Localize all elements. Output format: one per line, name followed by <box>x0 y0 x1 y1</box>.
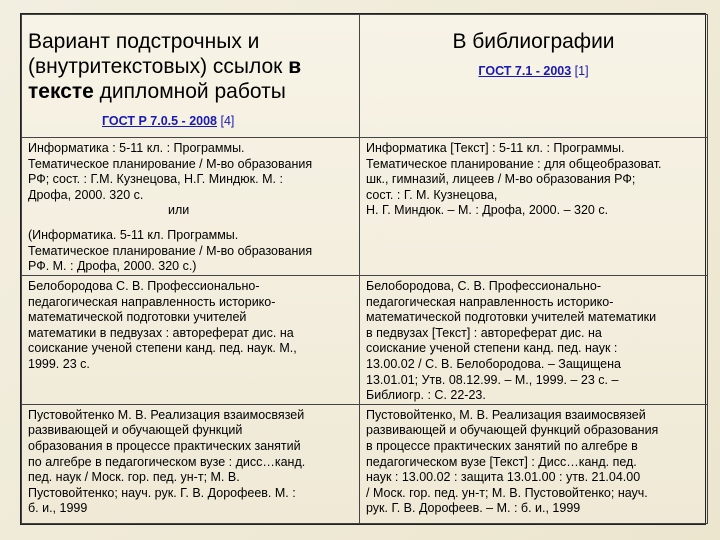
text-line: Дрофа, 2000. 320 с. <box>28 187 144 202</box>
table-row <box>22 404 708 523</box>
text-line: соискание ученой степени канд. пед. наук. М., <box>28 341 297 356</box>
text-line: математической подготовки учителей <box>28 310 247 325</box>
text-line: (Информатика. 5-11 кл. Программы. <box>28 227 239 242</box>
text-line: Информатика : 5-11 кл. : Программы. <box>28 141 245 155</box>
text-line: в педвузах [Текст] : автореферат дис. на <box>366 325 602 340</box>
text-line: педагогическая направленность историко- <box>366 294 614 309</box>
row2-left-cell <box>22 276 360 405</box>
text-line: по алгебре в педагогическом вузе : дисс…канд. <box>28 454 306 469</box>
row1-left-cell <box>22 138 360 276</box>
or-separator: или <box>168 203 190 218</box>
text-line: 1999. 23 с. <box>28 356 90 371</box>
text-line: Пустовойтенко, М. В. Реализация взаимосвязей <box>366 407 646 422</box>
comparison-table-frame <box>20 13 706 525</box>
table-row <box>22 276 708 405</box>
row2-right-cell <box>360 276 708 405</box>
gost-bib-reference <box>366 62 701 80</box>
text-line: сост. : Г. М. Кузнецова, <box>366 187 498 202</box>
text-line: Белобородова С. В. Профессионально- <box>28 279 260 293</box>
gost-r-reference <box>102 112 353 130</box>
text-line: б. и., 1999 <box>28 501 88 516</box>
header-left-line3b: дипломной работы <box>93 80 286 103</box>
header-row <box>22 15 708 138</box>
text-line: развивающей и обучающей функций <box>28 423 243 438</box>
table-row <box>22 138 708 276</box>
text-line: Тематическое планирование / М-во образования <box>28 156 313 171</box>
text-line: / Моск. гор. пед. ун-т; М. В. Пустовойтенко; науч. <box>366 485 648 500</box>
text-line: образования в процессе практических занятий <box>28 438 301 453</box>
row3-right-cell <box>360 404 708 523</box>
text-line: соискание ученой степени канд. пед. наук : <box>366 341 618 356</box>
text-line: Библиогр. : С. 22-23. <box>366 388 486 403</box>
gost-r-link[interactable]: ГОСТ Р 7.0.5 - 2008 <box>102 114 217 128</box>
header-left-line3 <box>28 79 353 104</box>
row1-right-cell <box>360 138 708 276</box>
header-right-cell <box>360 15 708 138</box>
text-line: Пустовойтенко М. В. Реализация взаимосвязей <box>28 407 305 422</box>
text-line: развивающей и обучающей функций образования <box>366 423 659 438</box>
text-line: педагогическая направленность историко- <box>28 294 276 309</box>
text-line: пед. наук / Моск. гор. пед. ун-т; М. В. <box>28 470 240 485</box>
text-line: Информатика [Текст] : 5-11 кл. : Программы. <box>366 141 625 155</box>
header-left-line2b: в <box>288 55 302 78</box>
header-left-line2 <box>28 54 353 79</box>
header-left-title <box>28 15 353 104</box>
text-line: 13.00.02 / С. В. Белобородова. – Защищена <box>366 356 621 371</box>
text-line: Тематическое планирование : для общеобразоват. <box>366 156 662 171</box>
text-line: Н. Г. Миндюк. – М. : Дрофа, 2000. – 320 с. <box>366 203 609 218</box>
header-left-line1: Вариант подстрочных и <box>28 30 260 53</box>
header-left-cell <box>22 15 360 138</box>
text-line: РФ. М. : Дрофа, 2000. 320 с.) <box>28 259 197 274</box>
text-line: наук : 13.00.02 : защита 13.01.00 : утв. 21.04.00 <box>366 470 641 485</box>
gost-r-ref-number: [4] <box>217 114 235 128</box>
text-line: рук. Г. В. Дорофеев. – М. : б. и., 1999 <box>366 501 581 516</box>
gost-bib-link[interactable]: ГОСТ 7.1 - 2003 <box>478 64 572 78</box>
header-left-line3a: тексте <box>28 80 94 103</box>
text-line: 13.01.01; Утв. 08.12.99. – М., 1999. – 23 с. – <box>366 372 619 387</box>
text-line: Белобородова, С. В. Профессионально- <box>366 279 602 293</box>
text-line: Пустовойтенко; науч. рук. Г. В. Дорофеев. М. : <box>28 485 296 500</box>
text-line: педагогическом вузе [Текст] : Дисс…канд. пед. <box>366 454 637 469</box>
text-line: в процессе практических занятий по алгебре в <box>366 438 638 453</box>
spacer <box>28 219 353 228</box>
text-line: математики в педвузах : автореферат дис. на <box>28 325 294 340</box>
text-line: шк., гимназий, лицеев / М-во образования РФ; <box>366 172 636 187</box>
header-left-line2a: (внутритекстовых) ссылок <box>28 55 289 78</box>
row3-left-cell <box>22 404 360 523</box>
comparison-table <box>21 14 708 524</box>
text-line: РФ; сост. : Г.М. Кузнецова, Н.Г. Миндюк. М. : <box>28 172 283 187</box>
header-right-title: В библиографии <box>452 30 615 53</box>
text-line: математической подготовки учителей математики <box>366 310 657 325</box>
gost-bib-ref-number: [1] <box>571 64 589 78</box>
text-line: Тематическое планирование / М-во образования <box>28 243 313 258</box>
